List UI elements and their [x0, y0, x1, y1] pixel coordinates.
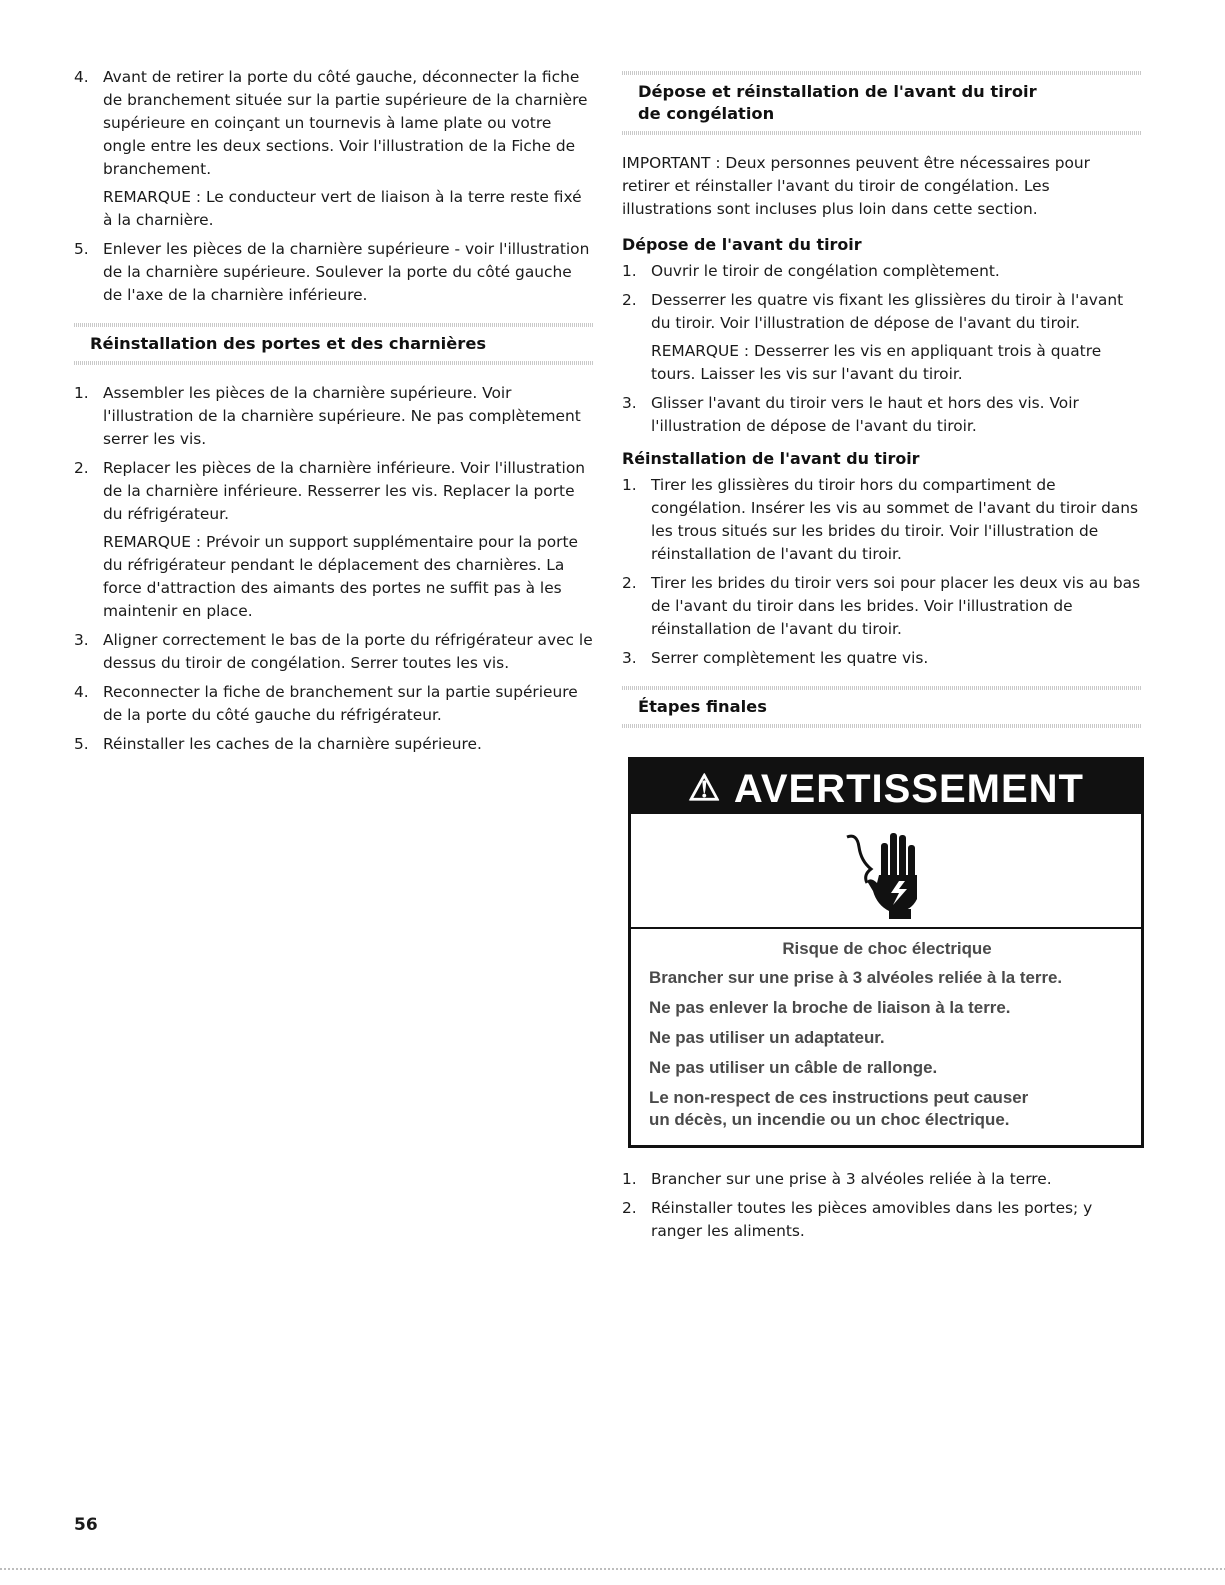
step-number: 2.	[622, 1199, 637, 1217]
warning-line: Brancher sur une prise à 3 alvéoles reliée à la terre.	[649, 968, 1063, 987]
step-text: Tirer les glissières du tiroir hors du compartiment de congélation. Insérer les vis au sommet de l'avant du tiroir dans les trous situés sur les brides du tiroir. Voir l'illustration de réinstallation de l'avant du tiroir.	[651, 476, 1139, 563]
warning-line: Ne pas utiliser un câble de rallonge.	[649, 1058, 938, 1077]
warning-header	[631, 760, 1141, 814]
warning-consequence-line-1: Le non-respect de ces instructions peut causer	[649, 1088, 1029, 1107]
step-number: 5.	[74, 735, 89, 753]
heading-band-bottom	[74, 361, 594, 365]
heading-line-1: Dépose et réinstallation de l'avant du tiroir	[638, 82, 1037, 101]
heading-band-top	[622, 686, 1142, 690]
list-item	[622, 260, 1142, 283]
page-number: 56	[74, 1515, 98, 1535]
right-column	[622, 66, 1142, 1249]
step-text: Serrer complètement les quatre vis.	[651, 649, 929, 667]
step-text: Glisser l'avant du tiroir vers le haut et hors des vis. Voir l'illustration de dépose de l'avant du tiroir.	[651, 394, 1079, 435]
list-item	[622, 289, 1142, 386]
step-note: REMARQUE : Desserrer les vis en appliquant trois à quatre tours. Laisser les vis sur l'avant du tiroir.	[651, 342, 1102, 383]
step-text: Avant de retirer la porte du côté gauche, déconnecter la fiche de branchement située sur la partie supérieure de la charnière supérieure en coinçant un tournevis à lame plate ou votre ongle entre les deux sections. Voir l'illustration de la Fiche de branchement.	[103, 68, 588, 178]
step-text: Reconnecter la fiche de branchement sur la partie supérieure de la porte du côté gauche du réfrigérateur.	[103, 683, 578, 724]
door-reinstall-steps	[74, 382, 594, 756]
final-steps	[622, 1168, 1142, 1243]
heading-band-bottom	[622, 131, 1142, 135]
step-number: 4.	[74, 683, 89, 701]
warning-text	[631, 929, 1141, 1145]
section-heading-reinstall-doors	[74, 314, 594, 372]
warning-box	[628, 757, 1144, 1148]
list-item	[622, 572, 1142, 641]
step-number: 3.	[622, 649, 637, 667]
step-number: 1.	[622, 1170, 637, 1188]
warning-icon-row	[631, 814, 1141, 929]
hinge-removal-steps	[74, 66, 594, 307]
step-text: Desserrer les quatre vis fixant les glissières du tiroir à l'avant du tiroir. Voir l'illustration de dépose de l'avant du tiroir.	[651, 291, 1124, 332]
step-number: 2.	[74, 459, 89, 477]
step-number: 3.	[622, 394, 637, 412]
section-heading-final-steps	[622, 677, 1142, 735]
step-text: Replacer les pièces de la charnière inférieure. Voir l'illustration de la charnière inférieure. Resserrer les vis. Replacer la porte du réfrigérateur.	[103, 459, 586, 523]
step-number: 2.	[622, 291, 637, 309]
step-number: 1.	[622, 476, 637, 494]
subheading-drawer-removal: Dépose de l'avant du tiroir	[622, 235, 862, 254]
step-number: 1.	[74, 384, 89, 402]
list-item	[622, 1197, 1142, 1243]
warning-line: Ne pas enlever la broche de liaison à la terre.	[649, 998, 1011, 1017]
left-column	[74, 66, 594, 762]
heading-band-top	[622, 71, 1142, 75]
list-item	[622, 474, 1142, 566]
step-note: REMARQUE : Le conducteur vert de liaison à la terre reste fixé à la charnière.	[103, 188, 582, 229]
list-item	[622, 647, 1142, 670]
list-item	[74, 382, 594, 451]
heading-line-2: de congélation	[638, 104, 775, 123]
step-number: 3.	[74, 631, 89, 649]
drawer-removal-steps	[622, 260, 1142, 438]
drawer-reinstall-steps	[622, 474, 1142, 670]
list-item	[74, 66, 594, 232]
heading-text: Étapes finales	[638, 697, 767, 716]
section-heading-drawer-front	[622, 71, 1142, 142]
electric-shock-hand-icon	[841, 823, 931, 919]
heading-band-top	[74, 323, 594, 327]
step-text: Enlever les pièces de la charnière supérieure - voir l'illustration de la charnière supérieure. Soulever la porte du côté gauche de l'axe de la charnière inférieure.	[103, 240, 590, 304]
step-note: REMARQUE : Prévoir un support supplémentaire pour la porte du réfrigérateur pendant le déplacement des charnières. La force d'attraction des aimants des portes ne suffit pas à les maintenir en place.	[103, 533, 579, 620]
list-item	[74, 238, 594, 307]
list-item	[622, 1168, 1142, 1191]
step-text: Ouvrir le tiroir de congélation complètement.	[651, 262, 1000, 280]
list-item	[74, 681, 594, 727]
step-number: 1.	[622, 262, 637, 280]
bottom-rule	[0, 1568, 1225, 1570]
step-text: Assembler les pièces de la charnière supérieure. Voir l'illustration de la charnière supérieure. Ne pas complètement serrer les vis.	[103, 384, 581, 448]
list-item	[74, 629, 594, 675]
step-text: Réinstaller les caches de la charnière supérieure.	[103, 735, 482, 753]
warning-consequence-line-2: un décès, un incendie ou un choc électrique.	[649, 1110, 1010, 1129]
step-number: 5.	[74, 240, 89, 258]
list-item	[74, 457, 594, 623]
step-text: Brancher sur une prise à 3 alvéoles reliée à la terre.	[651, 1170, 1052, 1188]
warning-consequence	[649, 1087, 1125, 1131]
subheading-drawer-reinstall: Réinstallation de l'avant du tiroir	[622, 449, 920, 468]
warning-title: Risque de choc électrique	[782, 939, 992, 958]
list-item	[622, 392, 1142, 438]
step-number: 2.	[622, 574, 637, 592]
step-text: Aligner correctement le bas de la porte du réfrigérateur avec le dessus du tiroir de congélation. Serrer toutes les vis.	[103, 631, 593, 672]
warning-header-text: AVERTISSEMENT	[733, 767, 1084, 811]
step-text: Réinstaller toutes les pièces amovibles dans les portes; y ranger les aliments.	[651, 1199, 1093, 1240]
list-item	[74, 733, 594, 756]
warning-triangle-icon: ⚠	[688, 767, 722, 808]
heading-band-bottom	[622, 724, 1142, 728]
important-paragraph: IMPORTANT : Deux personnes peuvent être nécessaires pour retirer et réinstaller l'avant du tiroir de congélation. Les illustrations sont incluses plus loin dans cette section.	[622, 154, 1091, 218]
heading-text	[638, 81, 1142, 125]
warning-line: Ne pas utiliser un adaptateur.	[649, 1028, 885, 1047]
heading-text: Réinstallation des portes et des charnières	[90, 334, 487, 353]
step-number: 4.	[74, 68, 89, 86]
step-text: Tirer les brides du tiroir vers soi pour placer les deux vis au bas de l'avant du tiroir dans les brides. Voir l'illustration de réinstallation de l'avant du tiroir.	[651, 574, 1141, 638]
